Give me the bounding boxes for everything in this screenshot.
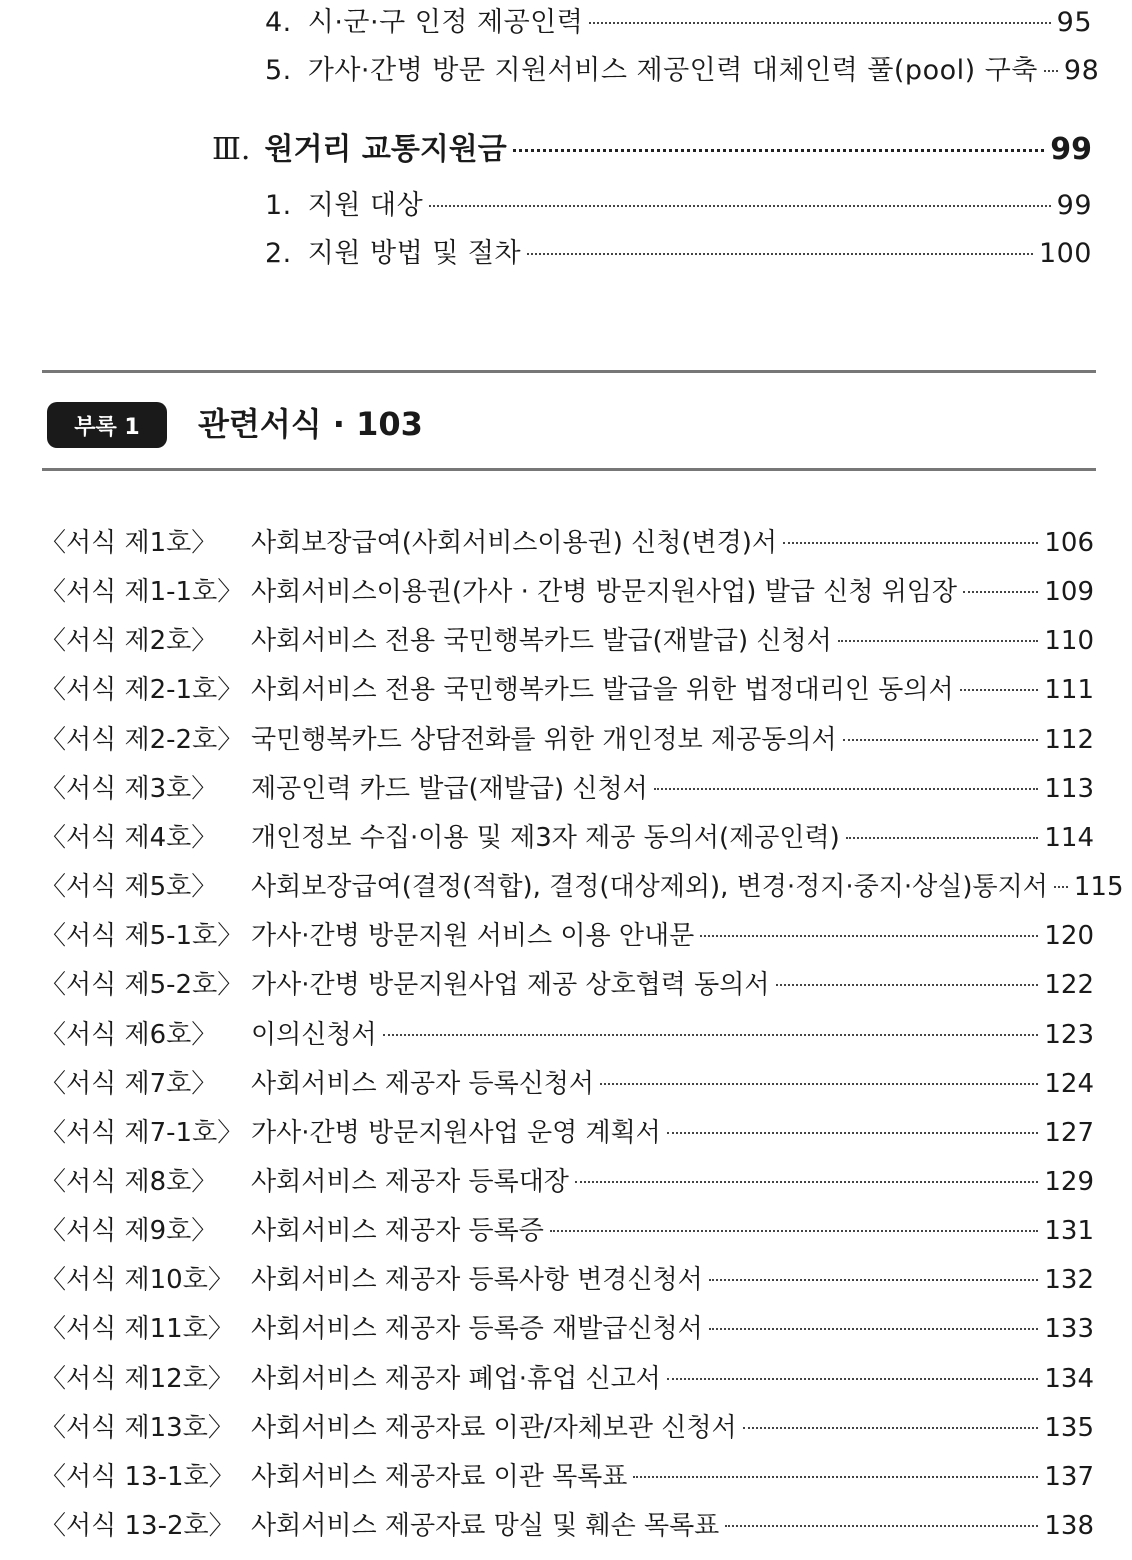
- dot-leader: [709, 1279, 1039, 1281]
- dot-leader: [838, 640, 1039, 642]
- toc-entry-title: 가사·간병 방문 지원서비스 제공인력 대체인력 풀(pool) 구축: [307, 55, 1038, 86]
- form-code: 〈서식 제7호〉: [40, 1069, 218, 1099]
- form-entry[interactable]: [40, 1112, 1094, 1149]
- form-title: 사회서비스 제공자 등록증 재발급신청서: [251, 1314, 703, 1344]
- form-title: 사회서비스 제공자료 이관/자체보관 신청서: [251, 1413, 737, 1443]
- dot-leader: [667, 1132, 1039, 1134]
- form-page: 137: [1044, 1462, 1094, 1492]
- toc-section-entry[interactable]: [212, 124, 1092, 168]
- form-code: 〈서식 제6호〉: [40, 1020, 218, 1050]
- toc-entry-page: 95: [1056, 7, 1092, 38]
- form-code: 〈서식 제8호〉: [40, 1167, 218, 1197]
- toc-entry-page: 99: [1056, 190, 1092, 221]
- form-page: 133: [1044, 1314, 1094, 1344]
- dot-leader: [550, 1230, 1039, 1232]
- form-entry[interactable]: [40, 1308, 1094, 1345]
- form-page: 124: [1044, 1069, 1094, 1099]
- form-page: 115: [1073, 872, 1124, 902]
- form-page: 114: [1044, 823, 1094, 853]
- form-title: 사회서비스 전용 국민행복카드 발급을 위한 법정대리인 동의서: [251, 675, 954, 705]
- form-page: 113: [1044, 774, 1094, 804]
- form-entry[interactable]: [40, 1259, 1094, 1296]
- form-title: 사회서비스 제공자 폐업·휴업 신고서: [251, 1364, 661, 1394]
- form-title: 이의신청서: [251, 1020, 377, 1050]
- toc-entry[interactable]: [265, 48, 1100, 87]
- form-code: 〈서식 제5호〉: [40, 872, 218, 902]
- toc-entry[interactable]: [265, 0, 1092, 39]
- dot-leader: [783, 542, 1038, 544]
- dot-leader: [600, 1083, 1038, 1085]
- form-code: 〈서식 제2호〉: [40, 626, 218, 656]
- form-entry[interactable]: [40, 915, 1094, 952]
- appendix-badge: 부록 1: [47, 402, 167, 448]
- toc-section-page: 99: [1050, 132, 1092, 167]
- form-entry[interactable]: [40, 964, 1094, 1001]
- form-page: 138: [1044, 1511, 1094, 1541]
- dot-leader: [725, 1525, 1038, 1527]
- toc-entry-label: [265, 48, 1038, 87]
- toc-entry-number: 4.: [265, 7, 292, 38]
- form-entry[interactable]: [40, 768, 1094, 805]
- form-page: 135: [1044, 1413, 1094, 1443]
- dot-leader: [383, 1034, 1039, 1036]
- toc-entry-number: 2.: [265, 238, 292, 269]
- form-title: 사회서비스 제공자 등록사항 변경신청서: [251, 1265, 703, 1295]
- form-entry[interactable]: [40, 1014, 1094, 1051]
- form-title: 국민행복카드 상담전화를 위한 개인정보 제공동의서: [251, 725, 837, 755]
- form-page: 129: [1044, 1167, 1094, 1197]
- toc-section-title: 원거리 교통지원금: [264, 132, 507, 167]
- form-code: 〈서식 제7-1호〉: [40, 1118, 244, 1148]
- form-title: 사회서비스 전용 국민행복카드 발급(재발급) 신청서: [251, 626, 832, 656]
- form-entry[interactable]: [40, 1161, 1094, 1198]
- dot-leader: [700, 935, 1038, 937]
- form-code: 〈서식 13-2호〉: [40, 1511, 235, 1541]
- form-title: 사회서비스 제공자 등록신청서: [251, 1069, 595, 1099]
- form-title: 사회서비스이용권(가사 · 간병 방문지원사업) 발급 신청 위임장: [251, 577, 958, 607]
- dot-leader: [776, 984, 1039, 986]
- dot-leader: [1054, 886, 1068, 888]
- form-title: 사회서비스 제공자 등록증: [251, 1216, 544, 1246]
- form-code: 〈서식 제2-1호〉: [40, 675, 244, 705]
- form-code: 〈서식 제2-2호〉: [40, 725, 244, 755]
- dot-leader: [513, 149, 1044, 152]
- form-title: 개인정보 수집·이용 및 제3자 제공 동의서(제공인력): [251, 823, 840, 853]
- dot-leader: [963, 591, 1038, 593]
- form-entry[interactable]: [40, 669, 1094, 706]
- dot-leader: [960, 689, 1039, 691]
- form-title: 사회보장급여(결정(적합), 결정(대상제외), 변경·정지·중지·상실)통지서: [251, 872, 1048, 902]
- dot-leader: [743, 1427, 1039, 1429]
- toc-entry-title: 시·군·구 인정 제공인력: [307, 7, 584, 38]
- form-title: 사회서비스 제공자 등록대장: [251, 1167, 569, 1197]
- dot-leader: [589, 22, 1050, 24]
- form-entry[interactable]: [40, 571, 1094, 608]
- form-title: 사회서비스 제공자료 이관 목록표: [251, 1462, 628, 1492]
- form-code: 〈서식 13-1호〉: [40, 1462, 235, 1492]
- form-code: 〈서식 제1호〉: [40, 528, 218, 558]
- toc-entry[interactable]: [265, 183, 1092, 222]
- divider-bottom: [42, 468, 1096, 471]
- form-page: 111: [1044, 675, 1094, 705]
- form-title: 가사·간병 방문지원사업 운영 계획서: [251, 1118, 661, 1148]
- form-page: 131: [1044, 1216, 1094, 1246]
- form-code: 〈서식 제13호〉: [40, 1413, 234, 1443]
- toc-entry[interactable]: [265, 231, 1092, 270]
- form-code: 〈서식 제4호〉: [40, 823, 218, 853]
- dot-leader: [846, 837, 1039, 839]
- dot-leader: [843, 739, 1039, 741]
- form-entry[interactable]: [40, 1358, 1094, 1395]
- form-entry[interactable]: [40, 1456, 1094, 1493]
- form-code: 〈서식 제5-1호〉: [40, 921, 244, 951]
- form-title: 가사·간병 방문지원 서비스 이용 안내문: [251, 921, 695, 951]
- toc-entry-label: [265, 183, 423, 222]
- toc-entry-title: 지원 방법 및 절차: [307, 238, 522, 269]
- form-entry[interactable]: [40, 817, 1094, 854]
- toc-entry-page: 100: [1038, 238, 1092, 269]
- toc-section-label: [212, 124, 507, 168]
- appendix-title[interactable]: 관련서식 · 103: [198, 405, 423, 443]
- toc-entry-number: 5.: [265, 55, 292, 86]
- dot-leader: [667, 1378, 1039, 1380]
- form-code: 〈서식 제9호〉: [40, 1216, 218, 1246]
- form-title: 사회보장급여(사회서비스이용권) 신청(변경)서: [251, 528, 778, 558]
- toc-entry-number: 1.: [265, 190, 292, 221]
- form-code: 〈서식 제12호〉: [40, 1364, 234, 1394]
- form-page: 134: [1044, 1364, 1094, 1394]
- form-page: 110: [1044, 626, 1094, 656]
- toc-section-number: Ⅲ.: [212, 132, 251, 167]
- form-entry[interactable]: [40, 1063, 1094, 1100]
- form-page: 112: [1044, 725, 1094, 755]
- form-title: 가사·간병 방문지원사업 제공 상호협력 동의서: [251, 970, 770, 1000]
- form-code: 〈서식 제5-2호〉: [40, 970, 244, 1000]
- form-page: 120: [1044, 921, 1094, 951]
- form-code: 〈서식 제1-1호〉: [40, 577, 244, 607]
- form-page: 106: [1044, 528, 1094, 558]
- form-page: 127: [1044, 1118, 1094, 1148]
- form-entry[interactable]: [40, 1210, 1094, 1247]
- dot-leader: [654, 788, 1039, 790]
- form-page: 123: [1044, 1020, 1094, 1050]
- form-title: 제공인력 카드 발급(재발급) 신청서: [251, 774, 648, 804]
- divider-top: [42, 370, 1096, 373]
- toc-entry-page: 98: [1063, 55, 1100, 86]
- toc-entry-label: [265, 231, 521, 270]
- dot-leader: [1044, 70, 1058, 72]
- form-page: 109: [1044, 577, 1094, 607]
- form-code: 〈서식 제11호〉: [40, 1314, 234, 1344]
- form-entry[interactable]: [40, 1407, 1094, 1444]
- form-page: 122: [1044, 970, 1094, 1000]
- form-title: 사회서비스 제공자료 망실 및 훼손 목록표: [251, 1511, 720, 1541]
- dot-leader: [575, 1181, 1038, 1183]
- dot-leader: [709, 1328, 1039, 1330]
- form-page: 132: [1044, 1265, 1094, 1295]
- dot-leader: [527, 253, 1033, 255]
- form-entry[interactable]: [40, 866, 1124, 903]
- toc-entry-title: 지원 대상: [307, 190, 424, 221]
- form-entry[interactable]: [40, 719, 1094, 756]
- form-entry[interactable]: [40, 1505, 1094, 1542]
- form-entry[interactable]: [40, 522, 1094, 559]
- dot-leader: [429, 205, 1050, 207]
- dot-leader: [633, 1476, 1038, 1478]
- form-code: 〈서식 제10호〉: [40, 1265, 234, 1295]
- form-code: 〈서식 제3호〉: [40, 774, 218, 804]
- toc-entry-label: [265, 0, 583, 39]
- form-entry[interactable]: [40, 620, 1094, 657]
